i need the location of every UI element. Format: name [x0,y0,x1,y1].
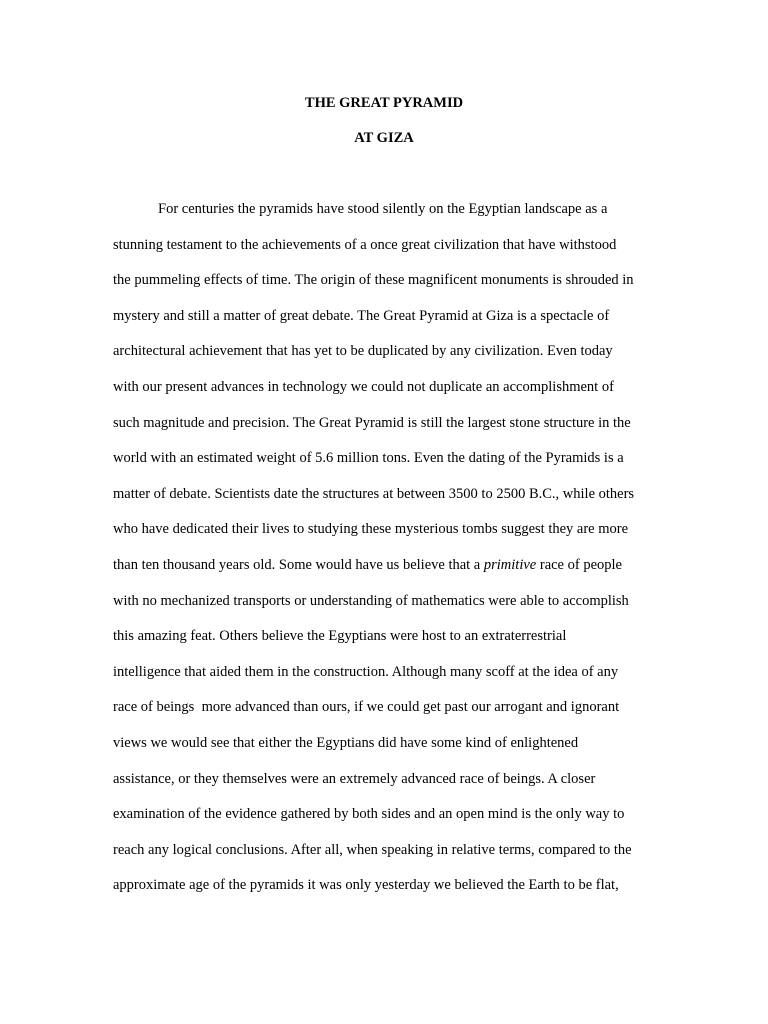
text-line: reach any logical conclusions. After all, when speaking in relative terms, compared to the [113,841,632,858]
text-line: the pummeling effects of time. The origin of these magnificent monuments is shrouded in [113,272,634,289]
text-segment: than ten thousand years old. Some would have us believe that a [113,556,484,573]
text-line: race of beings more advanced than ours, if we could get past our arrogant and ignorant [113,699,620,716]
text-line: such magnitude and precision. The Great Pyramid is still the largest stone structure in the [113,414,631,431]
document-subtitle: AT GIZA [354,130,414,146]
text-line: For centuries the pyramids have stood silently on the Egyptian landscape as a [158,201,608,217]
text-line-with-emphasis [113,555,673,591]
emphasized-word: primitive [483,556,537,573]
text-line: who have dedicated their lives to studying these mysterious tombs suggest they are more [113,521,629,538]
text-line: architectural achievement that has yet to be duplicated by any civilization. Even today [113,343,613,360]
text-line: intelligence that aided them in the construction. Although many scoff at the idea of any [113,663,619,680]
body-paragraph [113,199,673,911]
text-line: stunning testament to the achievements of a once great civilization that have withstood [113,236,617,253]
text-line: matter of debate. Scientists date the structures at between 3500 to 2500 B.C., while others [113,485,635,502]
text-line: mystery and still a matter of great debate. The Great Pyramid at Giza is a spectacle of [113,307,610,324]
text-line: views we would see that either the Egyptians did have some kind of enlightened [113,734,579,751]
text-segment: race of people [536,556,622,573]
text-line: approximate age of the pyramids it was only yesterday we believed the Earth to be flat, [113,877,619,894]
text-line: examination of the evidence gathered by both sides and an open mind is the only way to [113,806,625,823]
text-line: this amazing feat. Others believe the Egyptians were host to an extraterrestrial [113,628,567,645]
text-line: with our present advances in technology we could not duplicate an accomplishment of [113,378,614,395]
text-line: world with an estimated weight of 5.6 million tons. Even the dating of the Pyramids is a [113,450,624,467]
text-line: assistance, or they themselves were an extremely advanced race of beings. A closer [113,770,596,787]
text-line: with no mechanized transports or understanding of mathematics were able to accomplish [113,592,629,609]
document-title: THE GREAT PYRAMID [304,95,464,111]
